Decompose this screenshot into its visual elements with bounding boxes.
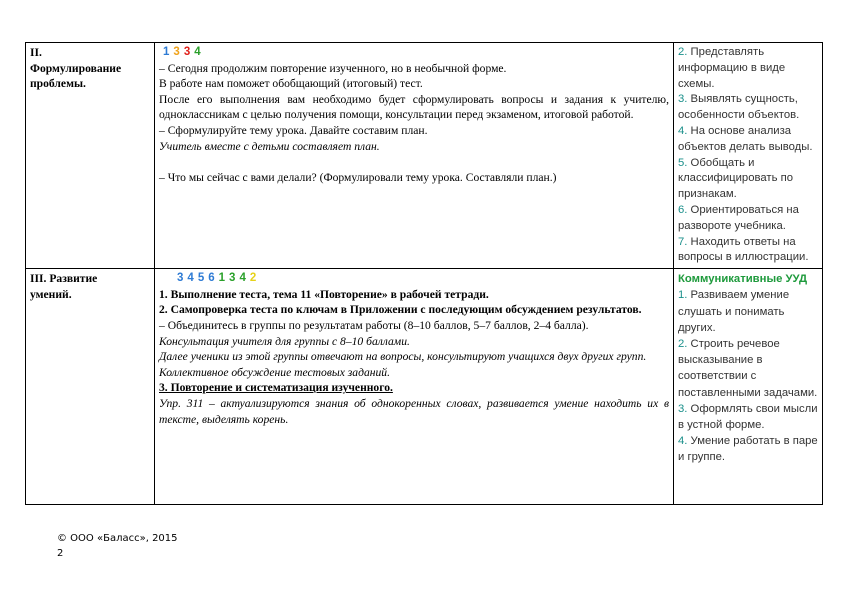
activity-line: – Сформулируйте тему урока. Давайте составим план.: [159, 123, 428, 137]
competency-number: 1: [218, 272, 226, 285]
uud-item: 6. Ориентироваться на развороте учебника.: [678, 203, 799, 232]
activity-line: 2. Самопроверка теста по ключам в Приложении с последующим обсуждением результатов.: [159, 303, 642, 317]
uud-item: 5. Обобщать и классифицировать по признакам.: [678, 156, 794, 201]
competency-number: 2: [249, 272, 257, 285]
competency-number: 3: [177, 272, 184, 285]
uud-item: 3. Выявлять сущность, особенности объектов.: [678, 93, 800, 122]
competency-number: 3: [173, 46, 180, 58]
uud-item: 4. На основе анализа объектов делать выводы.: [678, 124, 813, 153]
competency-number: 6: [208, 272, 215, 285]
page-number: 2: [57, 548, 64, 559]
competency-number: 5: [197, 272, 205, 285]
lesson-table: [25, 42, 823, 505]
uud-item: 2. Строить речевое высказывание в соответствии с поставленными задачами.: [678, 337, 818, 399]
activity-line: 3. Повторение и систематизация изученного.: [159, 381, 393, 395]
activity-line: Далее ученики из этой группы отвечают на вопросы, консультируют учащихся двух других групп.: [159, 350, 647, 364]
copyright-footer: © ООО «Баласс», 2015: [57, 533, 178, 544]
uud-item: 4. Умение работать в паре и группе.: [678, 435, 818, 464]
uud-item: 2. Представлять информацию в виде схемы.: [678, 46, 786, 90]
activity-cell: [155, 269, 674, 505]
activity-line: Учитель вместе с детьми составляет план.: [159, 139, 380, 153]
activity-cell: [155, 43, 674, 269]
stage-label: II.: [30, 46, 42, 59]
competency-number: 3: [229, 272, 236, 285]
stage-label: умений.: [30, 287, 72, 301]
competency-number: 4: [187, 272, 194, 285]
uud-cell: [674, 269, 823, 505]
table-row: [26, 269, 823, 505]
activity-line: 1. Выполнение теста, тема 11 «Повторение» в рабочей тетради.: [159, 287, 489, 301]
activity-line: Консультация учителя для группы с 8–10 баллами.: [159, 334, 410, 348]
stage-label: проблемы.: [30, 77, 86, 91]
stage-label: Формулирование: [30, 61, 122, 75]
activity-line: Коллективное обсуждение тестовых заданий.: [159, 365, 390, 379]
activity-line: – Что мы сейчас с вами делали? (Формулировали тему урока. Составляли план.): [159, 170, 557, 184]
competency-numbers: [159, 45, 669, 61]
activity-line: После его выполнения вам необходимо будет сформулировать вопросы и задания к учителю, одноклассникам с целью получения помощи, консультации перед экзаменом, итоговой работой.: [159, 92, 669, 122]
activity-line: – Сегодня продолжим повторение изученного, но в необычной форме.: [159, 61, 507, 75]
uud-title: Коммуникативные УУД: [678, 273, 808, 286]
competency-number: 1: [163, 46, 170, 58]
stage-cell: [26, 43, 155, 269]
uud-item: 3. Оформлять свои мысли в устной форме.: [678, 402, 818, 431]
uud-item: 1. Развиваем умение слушать и понимать других.: [678, 289, 790, 334]
competency-number: 4: [194, 46, 201, 58]
activity-line: В работе нам поможет обобщающий (итоговый) тест.: [159, 77, 423, 91]
uud-item: 7. Находить ответы на вопросы в иллюстрации.: [678, 235, 809, 264]
stage-cell: [26, 269, 155, 505]
uud-cell: [674, 43, 823, 269]
competency-numbers: [159, 271, 669, 287]
competency-number: 3: [183, 46, 191, 58]
competency-number: 4: [239, 272, 246, 285]
activity-line: – Объединитесь в группы по результатам работы (8–10 баллов, 5–7 баллов, 2–4 балла).: [159, 318, 589, 332]
table-row: [26, 43, 823, 269]
stage-label: III. Развитие: [30, 272, 98, 286]
activity-line: Упр. 311 – актуализируются знания об однокоренных словах, развивается умение находить их в тексте, выделять корень.: [159, 396, 669, 426]
